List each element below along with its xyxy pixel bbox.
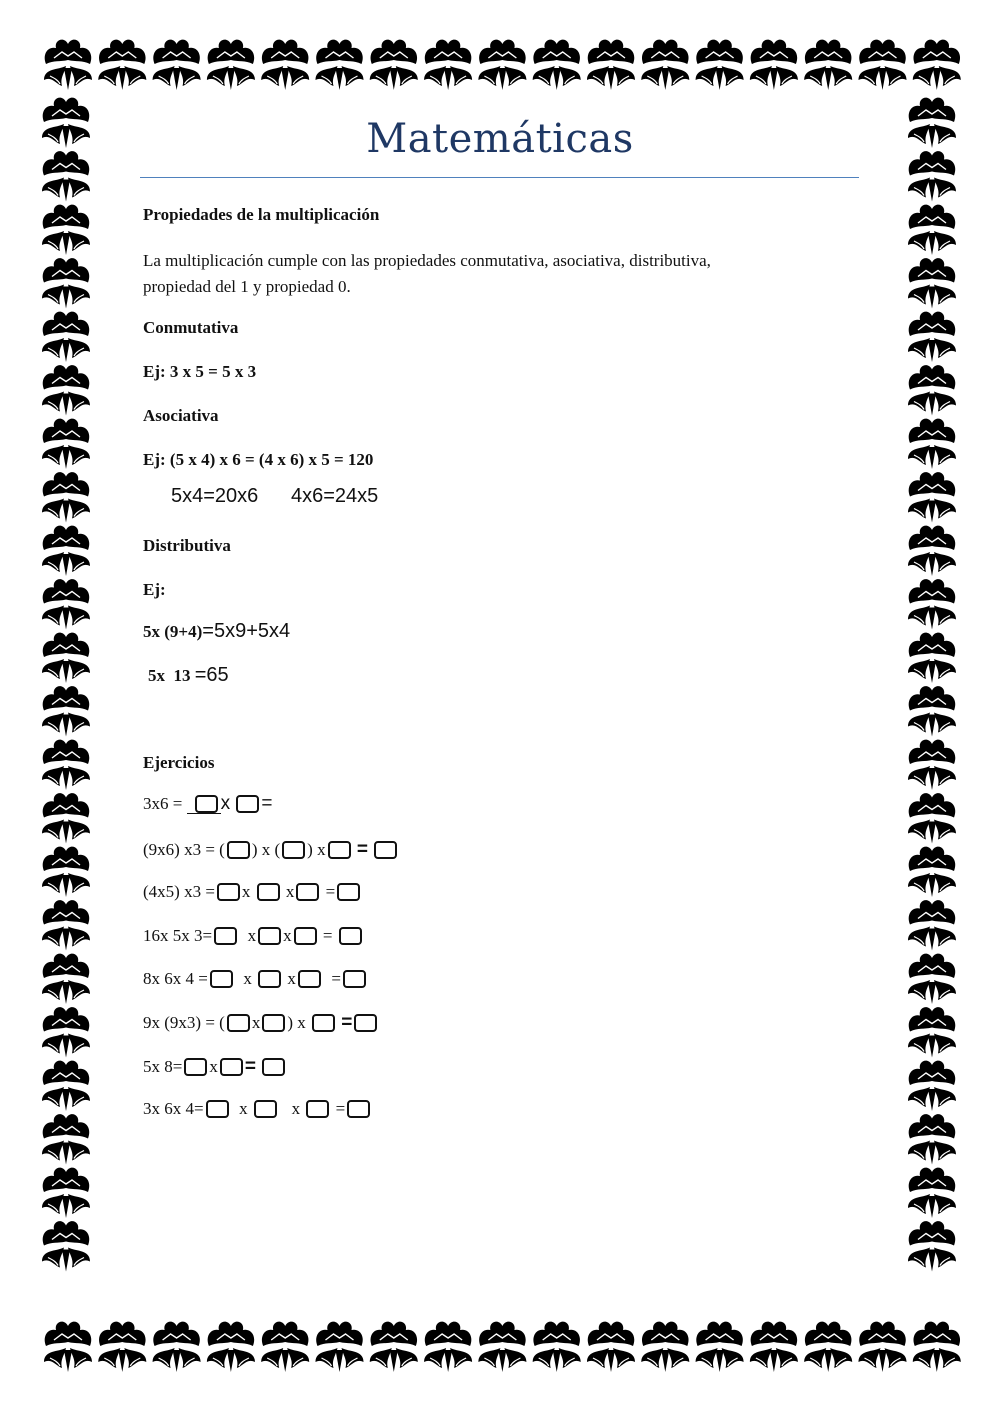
flower-ornament-icon (908, 258, 956, 308)
flower-ornament-icon (533, 40, 581, 90)
times-sign: x (209, 1057, 218, 1077)
flower-ornament-icon (908, 740, 956, 790)
answer-box[interactable] (262, 1014, 285, 1032)
flower-ornament-icon (42, 1221, 90, 1271)
flower-ornament-icon (908, 686, 956, 736)
flower-ornament-icon (42, 900, 90, 950)
flower-ornament-icon (913, 1322, 961, 1372)
flower-ornament-icon (750, 1322, 798, 1372)
answer-box[interactable] (312, 1014, 335, 1032)
distributiva-line-2-answer[interactable]: =65 (194, 664, 229, 686)
intro-line-2: propiedad del 1 y propiedad 0. (143, 277, 351, 296)
answer-box[interactable] (206, 1100, 229, 1118)
flower-ornament-icon (908, 579, 956, 629)
answer-box[interactable] (220, 1058, 243, 1076)
times-sign: x (247, 926, 257, 946)
answer-box[interactable] (354, 1014, 377, 1032)
answer-box[interactable] (347, 1100, 370, 1118)
flower-ornament-icon (42, 98, 90, 148)
times-sign: x (287, 969, 296, 989)
flower-ornament-icon (424, 40, 472, 90)
asociativa-example: Ej: (5 x 4) x 6 = (4 x 6) x 5 = 120 (143, 450, 374, 469)
times-sign: x (251, 1013, 261, 1033)
flower-ornament-icon (153, 40, 201, 90)
times-sign: x (291, 1099, 301, 1119)
flower-ornament-icon (859, 1322, 907, 1372)
answer-box[interactable] (257, 883, 280, 901)
times-sign: x (239, 1099, 248, 1119)
times-sign: x (283, 926, 292, 946)
answer-box[interactable] (343, 970, 366, 988)
flower-ornament-icon (42, 579, 90, 629)
answer-box[interactable] (214, 927, 237, 945)
answer-box[interactable] (210, 970, 233, 988)
exercise-7-expression: 5x 8= (143, 1057, 183, 1077)
flower-ornament-icon (42, 1061, 90, 1111)
answer-box[interactable] (296, 883, 319, 901)
equals-sign: = (356, 839, 368, 861)
flower-ornament-icon (908, 900, 956, 950)
flower-ornament-icon (42, 847, 90, 897)
flower-ornament-icon (316, 1322, 364, 1372)
flower-ornament-icon (908, 98, 956, 148)
exercise-row-2 (143, 839, 399, 863)
operator-text: ) x ( (251, 840, 281, 860)
section-heading: Propiedades de la multiplicación (143, 205, 380, 224)
distributiva-line-2-printed: 5x 13 (148, 666, 191, 685)
operator-text: ) x (287, 1013, 306, 1033)
answer-box[interactable] (217, 883, 240, 901)
exercise-row-3 (143, 881, 362, 905)
flower-ornament-icon (908, 419, 956, 469)
flower-ornament-icon (908, 1007, 956, 1057)
flower-ornament-icon (804, 1322, 852, 1372)
exercise-1-blank-line (187, 795, 221, 814)
exercise-row-5 (143, 968, 368, 992)
exercise-row-6 (143, 1012, 379, 1036)
equals-sign: = (261, 793, 273, 815)
exercise-2-expression: (9x6) x3 = ( (143, 840, 225, 860)
flower-ornament-icon (42, 365, 90, 415)
flower-ornament-icon (42, 151, 90, 201)
distributiva-line-1-answer[interactable]: =5x9+5x4 (202, 620, 291, 642)
flower-ornament-icon (908, 954, 956, 1004)
flower-ornament-icon (533, 1322, 581, 1372)
flower-ornament-icon (913, 40, 961, 90)
flower-ornament-icon (207, 1322, 255, 1372)
flower-ornament-icon (587, 40, 635, 90)
flower-ornament-icon (42, 526, 90, 576)
flower-ornament-icon (908, 312, 956, 362)
flower-ornament-icon (908, 847, 956, 897)
distributiva-line-1-printed: 5x (9+4) (143, 622, 203, 641)
flower-ornament-icon (750, 40, 798, 90)
flower-ornament-icon (42, 472, 90, 522)
answer-box[interactable] (258, 970, 281, 988)
answer-box[interactable] (254, 1100, 277, 1118)
answer-box[interactable] (339, 927, 362, 945)
flower-ornament-icon (98, 1322, 146, 1372)
title-underline (140, 177, 859, 178)
answer-box[interactable] (236, 795, 259, 813)
flower-ornament-icon (42, 740, 90, 790)
flower-ornament-icon (261, 1322, 309, 1372)
exercise-5-expression: 8x 6x 4 = (143, 969, 208, 989)
flower-ornament-icon (42, 312, 90, 362)
flower-ornament-icon (908, 151, 956, 201)
asociativa-answer-1[interactable]: 5x4=20x6 (171, 485, 259, 507)
times-sign: x (243, 969, 252, 989)
conmutativa-example: Ej: 3 x 5 = 5 x 3 (143, 362, 257, 381)
flower-ornament-icon (859, 40, 907, 90)
answer-box[interactable] (227, 1014, 250, 1032)
flower-ornament-icon (908, 1061, 956, 1111)
flower-ornament-icon (587, 1322, 635, 1372)
distributiva-label: Distributiva (143, 536, 231, 555)
flower-ornament-icon (370, 40, 418, 90)
flower-ornament-icon (261, 40, 309, 90)
flower-ornament-icon (696, 40, 744, 90)
flower-ornament-icon (42, 686, 90, 736)
flower-ornament-icon (804, 40, 852, 90)
answer-box[interactable] (258, 927, 281, 945)
flower-ornament-icon (478, 40, 526, 90)
exercise-6-expression: 9x (9x3) = ( (143, 1013, 225, 1033)
asociativa-answer-2[interactable]: 4x6=24x5 (291, 485, 379, 507)
flower-ornament-icon (98, 40, 146, 90)
flower-ornament-icon (42, 1007, 90, 1057)
exercise-1-expression: 3x6 = (143, 794, 183, 814)
exercise-row-4 (143, 925, 364, 949)
asociativa-label: Asociativa (143, 406, 219, 425)
intro-line-1: La multiplicación cumple con las propiedades conmutativa, asociativa, distributiva, (143, 251, 711, 270)
flower-ornament-icon (153, 1322, 201, 1372)
distributiva-line-2 (148, 664, 229, 686)
flower-ornament-icon (207, 40, 255, 90)
answer-box[interactable] (184, 1058, 207, 1076)
exercise-4-expression: 16x 5x 3= (143, 926, 213, 946)
flower-ornament-icon (42, 1168, 90, 1218)
page-title: Matemáticas (366, 116, 634, 162)
flower-ornament-icon (42, 205, 90, 255)
flower-ornament-icon (908, 472, 956, 522)
flower-ornament-icon (44, 1322, 92, 1372)
flower-ornament-icon (42, 1114, 90, 1164)
flower-ornament-icon (316, 40, 364, 90)
exercise-8-expression: 3x 6x 4= (143, 1099, 204, 1119)
answer-box[interactable] (306, 1100, 329, 1118)
answer-box[interactable] (374, 841, 397, 859)
equals-sign: = (331, 969, 341, 989)
equals-sign: = (335, 1099, 346, 1119)
exercise-3-expression: (4x5) x3 = (143, 882, 215, 902)
flower-ornament-icon (370, 1322, 418, 1372)
times-sign: x (285, 882, 295, 902)
answer-box[interactable] (328, 841, 351, 859)
flower-ornament-icon (42, 258, 90, 308)
flower-ornament-icon (908, 1114, 956, 1164)
equals-sign: = (244, 1056, 256, 1078)
equals-sign: = (325, 882, 336, 902)
answer-box[interactable] (262, 1058, 285, 1076)
answer-box[interactable] (195, 795, 218, 813)
flower-ornament-icon (42, 793, 90, 843)
flower-ornament-icon (44, 40, 92, 90)
flower-ornament-icon (908, 793, 956, 843)
distributiva-ej: Ej: (143, 580, 166, 599)
times-sign: x (220, 793, 231, 815)
answer-box[interactable] (298, 970, 321, 988)
flower-ornament-icon (641, 1322, 689, 1372)
exercise-row-8 (143, 1098, 372, 1122)
flower-ornament-icon (696, 1322, 744, 1372)
ejercicios-label: Ejercicios (143, 753, 215, 772)
conmutativa-label: Conmutativa (143, 318, 239, 337)
equals-sign: = (341, 1012, 353, 1034)
flower-ornament-icon (908, 205, 956, 255)
flower-ornament-icon (908, 633, 956, 683)
answer-box[interactable] (227, 841, 250, 859)
flower-ornament-icon (424, 1322, 472, 1372)
flower-ornament-icon (42, 419, 90, 469)
flower-ornament-icon (908, 1221, 956, 1271)
flower-ornament-icon (641, 40, 689, 90)
operator-text: ) x (307, 840, 326, 860)
flower-ornament-icon (478, 1322, 526, 1372)
distributiva-line-1 (143, 620, 291, 642)
answer-box[interactable] (294, 927, 317, 945)
intro-paragraph (143, 248, 843, 300)
flower-ornament-icon (42, 954, 90, 1004)
exercise-row-1 (143, 793, 272, 817)
flower-ornament-icon (908, 1168, 956, 1218)
equals-sign: = (322, 926, 333, 946)
flower-ornament-icon (42, 633, 90, 683)
answer-box[interactable] (282, 841, 305, 859)
exercise-row-7 (143, 1056, 287, 1080)
answer-box[interactable] (337, 883, 360, 901)
times-sign: x (241, 882, 251, 902)
flower-ornament-icon (908, 526, 956, 576)
flower-ornament-icon (908, 365, 956, 415)
